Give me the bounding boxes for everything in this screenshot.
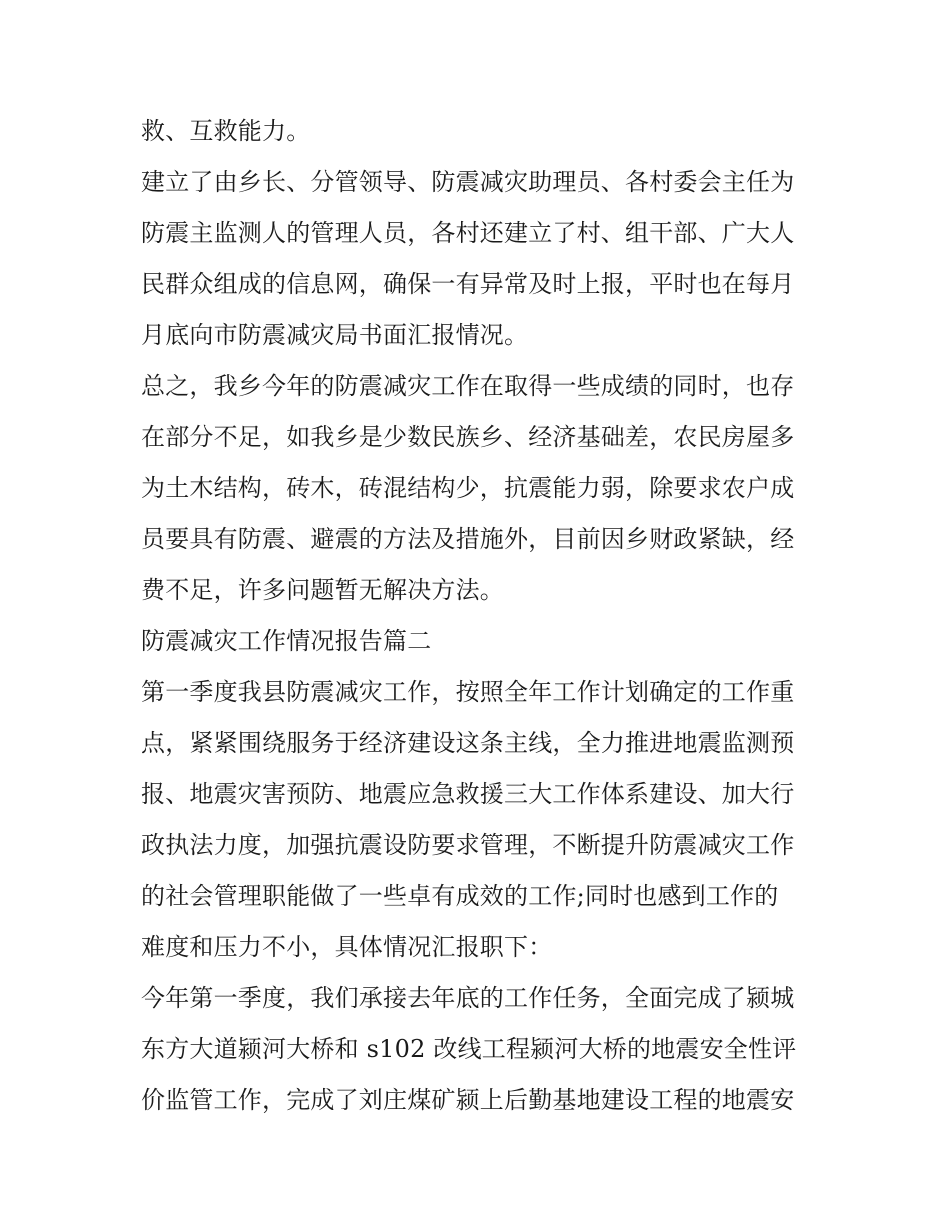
text-line: 月底向市防震减灾局书面汇报情况。	[141, 321, 529, 349]
text-line: 员要具有防震、避震的方法及措施外，目前因乡财政紧缺，经	[141, 525, 795, 553]
text-line: 在部分不足，如我乡是少数民族乡、经济基础差，农民房屋多	[141, 423, 795, 451]
text-line: 为土木结构，砖木，砖混结构少，抗震能力弱，除要求农户成	[141, 474, 795, 502]
text-line: 民群众组成的信息网，确保一有异常及时上报，平时也在每月	[141, 270, 795, 298]
text-line: 价监管工作，完成了刘庄煤矿颍上后勤基地建设工程的地震安	[141, 1086, 795, 1114]
text-line: 报、地震灾害预防、地震应急救援三大工作体系建设、加大行	[141, 780, 795, 808]
text-line: 点，紧紧围绕服务于经济建设这条主线，全力推进地震监测预	[141, 729, 795, 757]
section-heading: 防震减灾工作情况报告篇二	[141, 627, 432, 655]
text-line: 总之，我乡今年的防震减灾工作在取得一些成绩的同时，也存	[141, 372, 795, 400]
text-line: 建立了由乡长、分管领导、防震减灾助理员、各村委会主任为	[141, 168, 795, 196]
text-line: 今年第一季度，我们承接去年底的工作任务，全面完成了颍城	[141, 984, 795, 1012]
text-line: 第一季度我县防震减灾工作，按照全年工作计划确定的工作重	[141, 678, 795, 706]
text-line: 防震主监测人的管理人员，各村还建立了村、组干部、广大人	[141, 219, 795, 247]
text-line: 东方大道颍河大桥和 s102 改线工程颍河大桥的地震安全性评	[141, 1035, 797, 1063]
document-page	[141, 106, 821, 1126]
text-line: 难度和压力不小，具体情况汇报职下：	[141, 933, 553, 961]
text-line: 政执法力度，加强抗震设防要求管理，不断提升防震减灾工作	[141, 831, 795, 859]
text-line: 费不足，许多问题暂无解决方法。	[141, 576, 504, 604]
text-line: 救、互救能力。	[141, 117, 311, 145]
text-line: 的社会管理职能做了一些卓有成效的工作;同时也感到工作的	[141, 882, 779, 910]
